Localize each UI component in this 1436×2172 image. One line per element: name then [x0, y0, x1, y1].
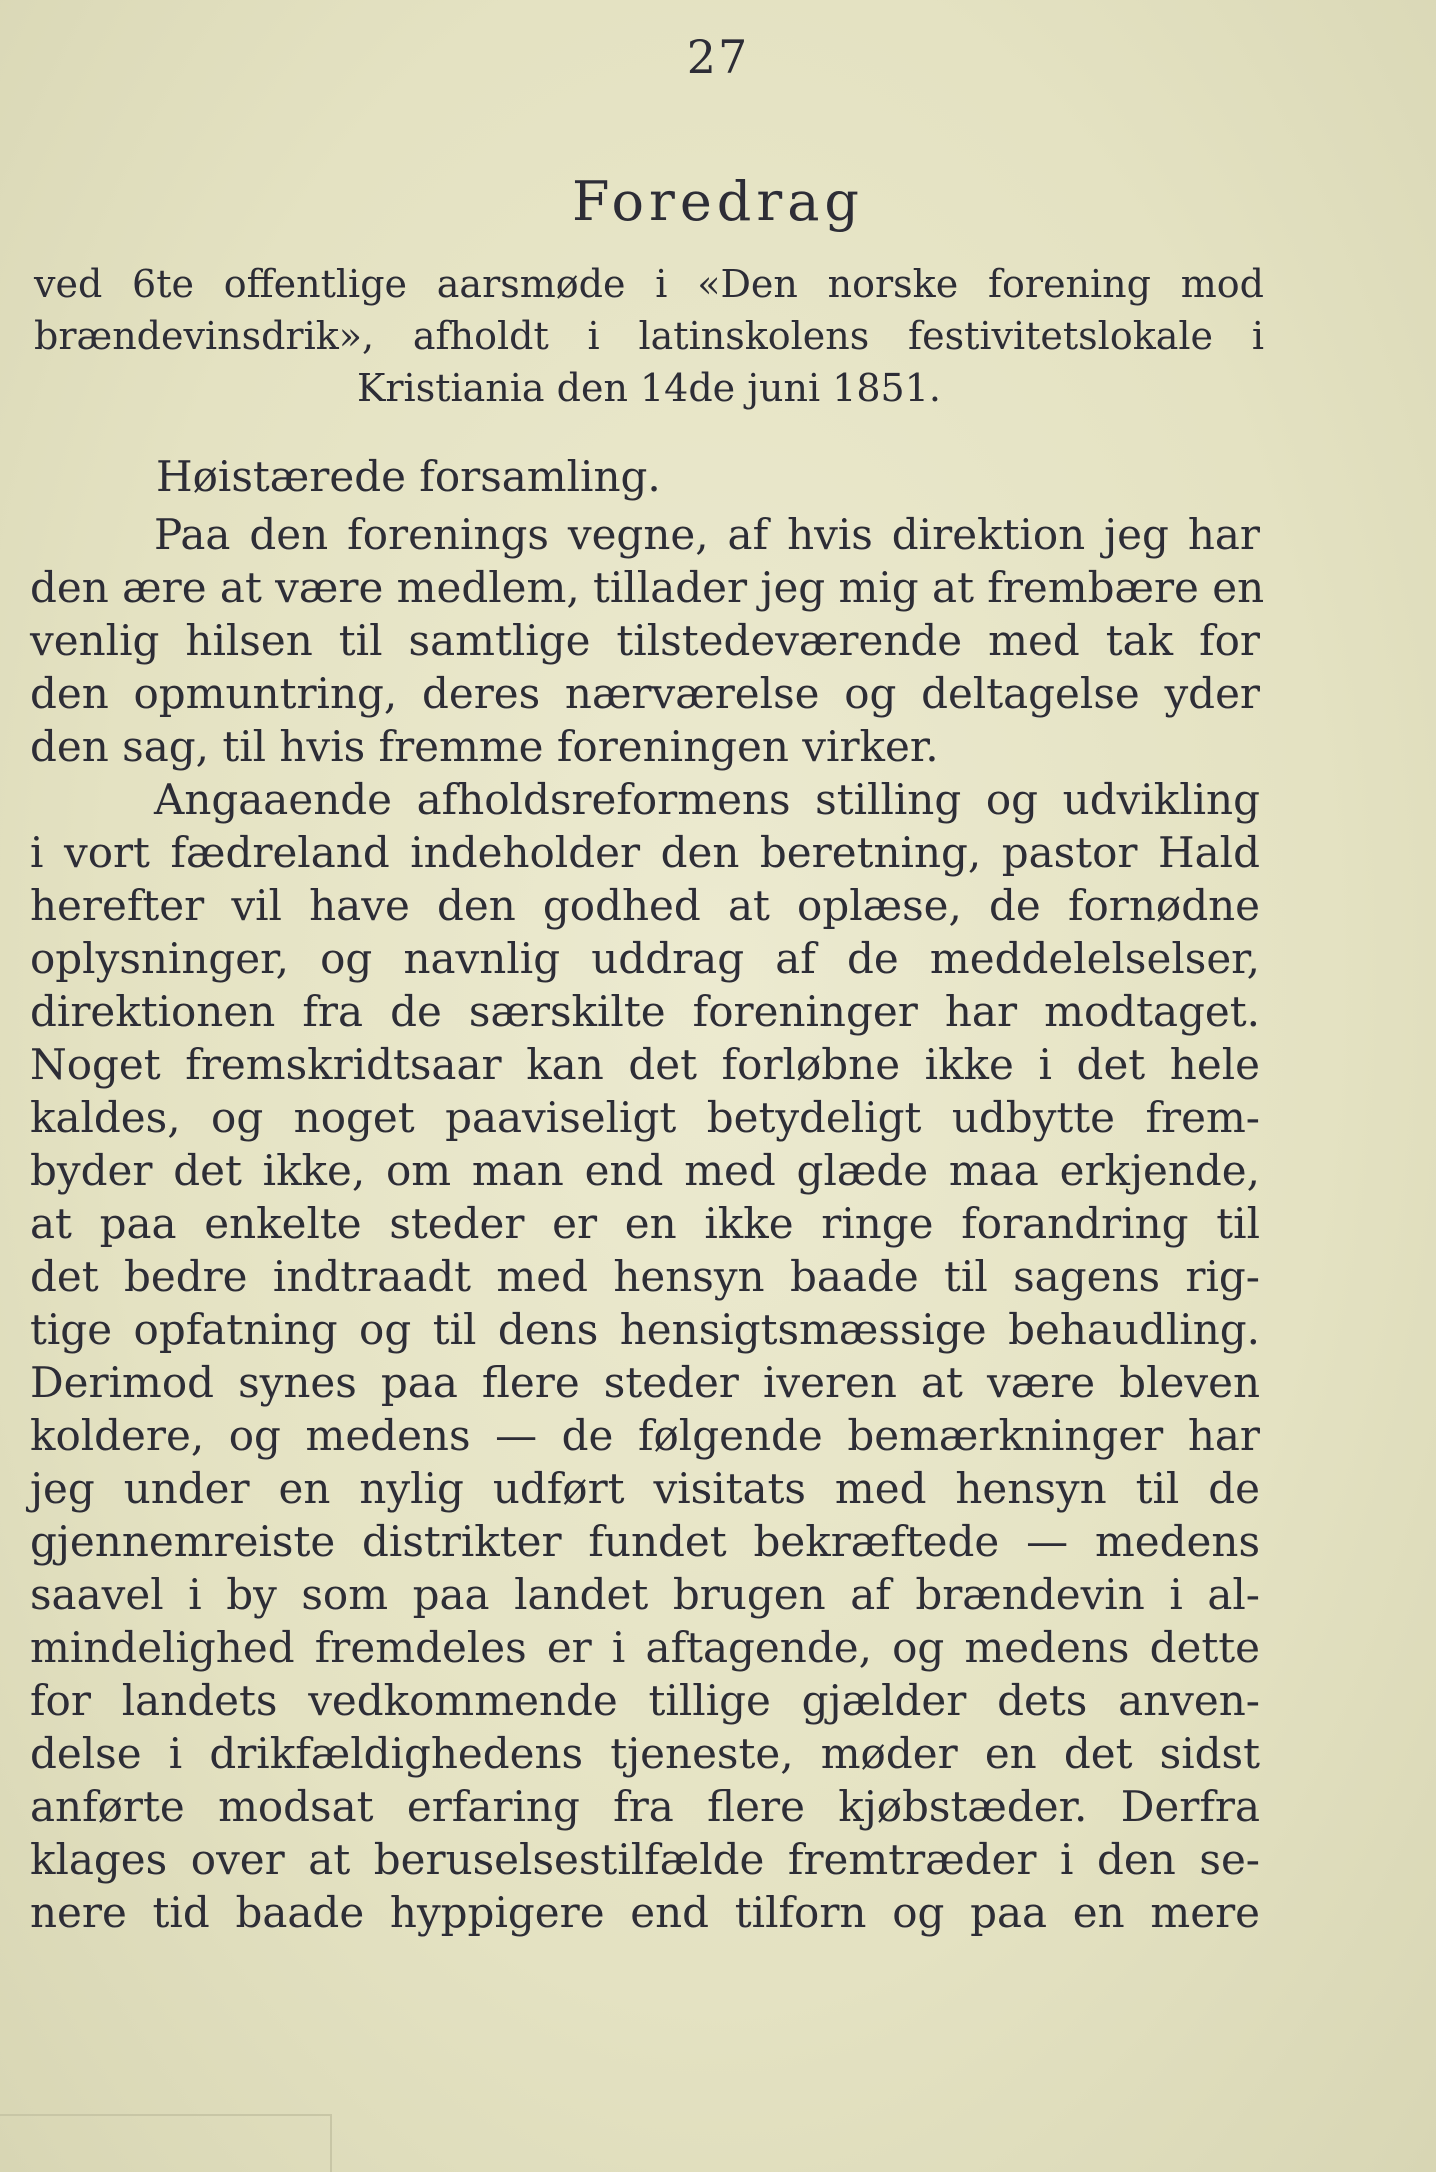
text-line: nere tid baade hyppigere end tilforn og paa en mere — [30, 1888, 1260, 1937]
text-line: Angaaende afholdsreformens stilling og udvikling — [154, 775, 1260, 824]
text-line: anførte modsat erfaring fra flere kjøbstæder. Derfra — [30, 1782, 1260, 1831]
text-line: klages over at beruselsestilfælde fremtræder i den se- — [30, 1835, 1260, 1884]
subtitle — [34, 258, 1264, 414]
text-line: saavel i by som paa landet brugen af brændevin i al- — [30, 1570, 1260, 1619]
salutation: Høistærede forsamling. — [156, 452, 661, 501]
text-line: koldere, og medens — de følgende bemærkninger har — [30, 1411, 1260, 1460]
text-line: den ære at være medlem, tillader jeg mig at frembære en — [30, 563, 1265, 612]
text-line: i vort fædreland indeholder den beretning, pastor Hald — [30, 828, 1260, 877]
text-line: Paa den forenings vegne, af hvis direktion jeg har — [154, 510, 1260, 559]
text-line: oplysninger, og navnlig uddrag af de meddelelselser, — [30, 934, 1260, 983]
text-line: tige opfatning og til dens hensigtsmæssige behaudling. — [30, 1305, 1260, 1354]
text-line: direktionen fra de særskilte foreninger har modtaget. — [30, 987, 1260, 1036]
text-line: for landets vedkommende tillige gjælder dets anven- — [30, 1676, 1260, 1725]
text-line: Derimod synes paa flere steder iveren at være bleven — [30, 1358, 1260, 1407]
text-line: mindelighed fremdeles er i aftagende, og medens dette — [30, 1623, 1260, 1672]
text-line: delse i drikfældighedens tjeneste, møder en det sidst — [30, 1729, 1260, 1778]
text-line: den sag, til hvis fremme foreningen virker. — [30, 722, 939, 771]
subtitle-line: Kristiania den 14de juni 1851. — [356, 366, 941, 410]
text-line: gjennemreiste distrikter fundet bekræftede — medens — [30, 1517, 1260, 1566]
page-title: Foredrag — [572, 170, 864, 233]
text-line: herefter vil have den godhed at oplæse, de fornødne — [30, 881, 1260, 930]
text-line: Noget fremskridtsaar kan det forløbne ikke i det hele — [30, 1040, 1260, 1089]
text-line: kaldes, og noget paaviseligt betydeligt udbytte frem- — [30, 1093, 1260, 1142]
page-number: 27 — [686, 30, 750, 84]
text-line: at paa enkelte steder er en ikke ringe forandring til — [30, 1199, 1260, 1248]
body-text — [30, 508, 1265, 1939]
text-line: byder det ikke, om man end med glæde maa erkjende, — [30, 1146, 1260, 1195]
subtitle-line: brændevinsdrik», afholdt i latinskolens festivitetslokale i — [34, 314, 1264, 358]
text-line: den opmuntring, deres nærværelse og deltagelse yder — [30, 669, 1260, 718]
page-corner-mark — [0, 2114, 332, 2172]
text-line: venlig hilsen til samtlige tilstedeværende med tak for — [30, 616, 1260, 665]
text-line: det bedre indtraadt med hensyn baade til sagens rig- — [30, 1252, 1260, 1301]
text-line: jeg under en nylig udført visitats med hensyn til de — [30, 1464, 1260, 1513]
subtitle-line: ved 6te offentlige aarsmøde i «Den norske forening mod — [34, 262, 1264, 306]
